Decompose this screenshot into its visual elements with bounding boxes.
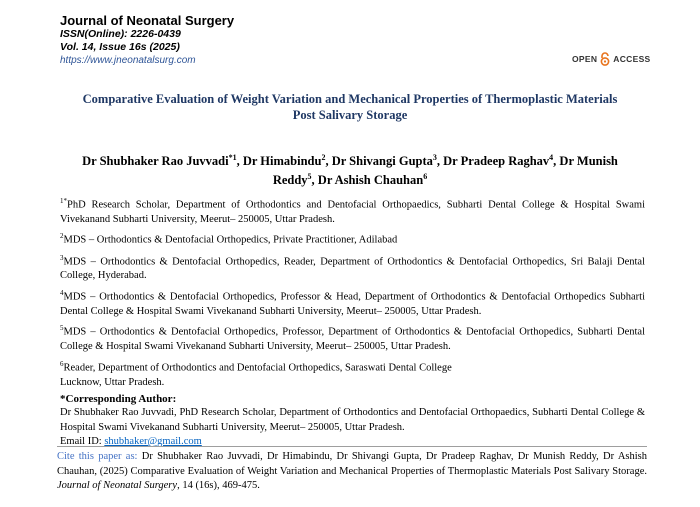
journal-name: Journal of Neonatal Surgery xyxy=(60,13,235,28)
open-access-badge xyxy=(572,52,651,66)
affiliation-item: $^5$MDS – Orthodontics & Dentofacial Orthopedics, Professor, Department of Orthodontics & Dentofacial Orthopedics, Subharti Dental College & Hospital Swami Vivekanand Subharti University, Meerut– 250005, Uttar Pradesh. xyxy=(60,324,645,353)
journal-header xyxy=(60,13,234,67)
affiliation-item: $^4$MDS – Orthodontics & Dentofacial Orthopedics, Professor & Head, Department of Orthodontics & Dentofacial Orthopedics Subharti Dental College & Hospital Swami Vivekanand Subharti University, Meerut– 250005, Uttar Pradesh. xyxy=(60,289,645,317)
email-link[interactable]: shubhaker@gmail.com xyxy=(104,435,202,447)
open-access-right-text: ACCESS xyxy=(613,54,651,64)
citation-label: Cite this paper as: xyxy=(57,451,138,462)
affiliation-item: $^{1*}$PhD Research Scholar, Department of Orthodontics and Dentofacial Orthopaedics, Subharti Dental College & Hospital Swami Vivekanand Subharti University, Meerut– 250005, Uttar Pradesh. xyxy=(60,197,645,225)
journal-volume: Vol. 14, Issue 16s (2025) xyxy=(60,41,180,53)
citation-text: Cite this paper as: Dr Shubhaker Rao Juvvadi, Dr Himabindu, Dr Shivangi Gupta, Dr Pradeep Raghav, Dr Munish Reddy, Dr Ashish Chauhan, (2025) Comparative Evaluation of Weight Variation and Mechanical Properties of Thermoplastic Materials Post Salivary Storage. Journal of Neonatal Surgery, 14 (16s), 469-475. xyxy=(57,451,648,491)
open-access-left-text: OPEN xyxy=(572,54,598,64)
affiliation-item: $^6$Reader, Department of Orthodontics and Dentofacial Orthopedics, Saraswati Dental College Lucknow, Uttar Pradesh. xyxy=(60,359,452,388)
author-list xyxy=(60,150,640,188)
author: Dr Pradeep Raghav$^4$, xyxy=(443,153,560,169)
affiliation-item: $^2$MDS – Orthodontics & Dentofacial Orthopedics, Private Practitioner, Adilabad xyxy=(60,232,398,246)
affiliation-item: $^3$MDS – Orthodontics & Dentofacial Orthopedics, Reader, Department of Orthodontics & Dentofacial Orthopedics, Sri Balaji Dental College, Hyderabad. xyxy=(60,253,645,282)
journal-url-link[interactable]: https://www.jneonatalsurg.com xyxy=(60,55,196,66)
author: Dr Shivangi Gupta$^3$, xyxy=(331,153,444,169)
author: Dr Himabindu$^2$, xyxy=(242,153,332,169)
citation-box xyxy=(57,446,647,507)
corresponding-author-heading: *Corresponding Author: xyxy=(60,393,177,406)
affiliations xyxy=(60,194,645,449)
journal-issn: ISSN(Online): 2226-0439 xyxy=(60,28,181,40)
corresponding-author-details: Dr Shubhaker Rao Juvvadi, PhD Research Scholar, Department of Orthodontics and Dentofacial Orthopaedics, Subharti Dental College & Hospital Swami Vivekanand Subharti University, Meerut– 250005, Uttar Pradesh. xyxy=(60,407,645,433)
paper-title: Comparative Evaluation of Weight Variation and Mechanical Properties of Thermoplastic Materials Post Salivary Storage xyxy=(82,92,618,122)
author: Dr Ashish Chauhan$^6$ xyxy=(317,172,428,188)
author: Dr Munish Reddy$^5$, xyxy=(272,154,618,188)
open-lock-icon xyxy=(599,52,611,66)
corresponding-email: Email ID: shubhaker@gmail.com xyxy=(60,435,202,447)
author: Dr Shubhaker Rao Juvvadi$^{*1}$, xyxy=(82,153,243,169)
